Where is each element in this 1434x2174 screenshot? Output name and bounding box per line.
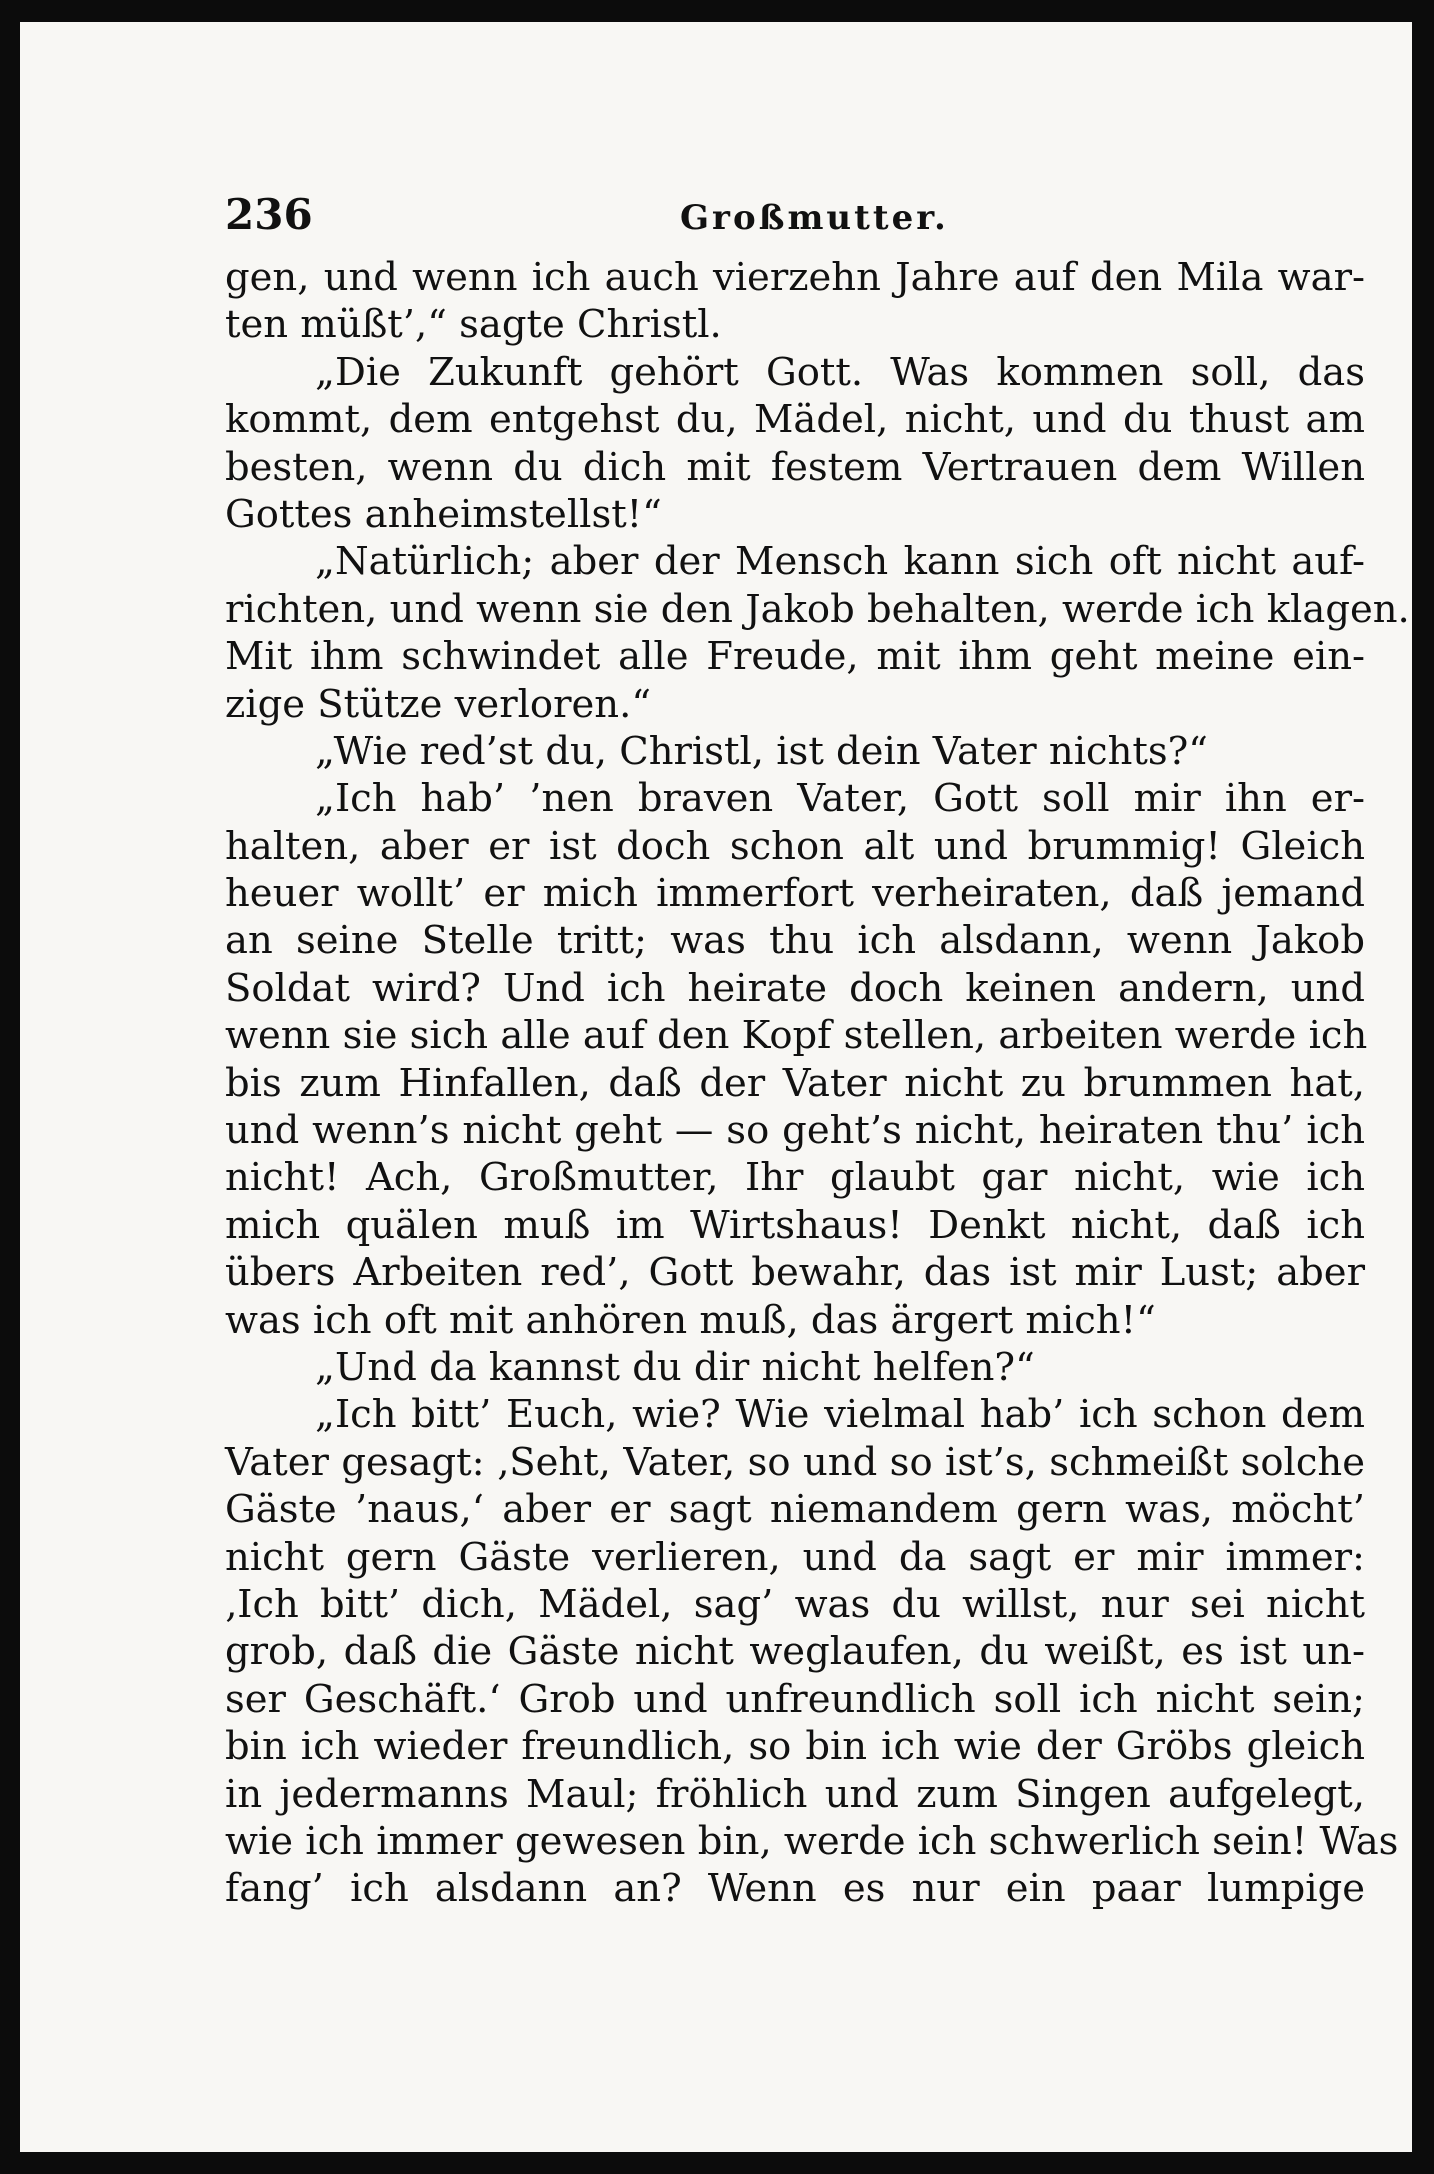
text-line: in jedermanns Maul; fröhlich und zum Singen aufgelegt,	[225, 1771, 1365, 1817]
text-line: mich quälen muß im Wirtshaus! Denkt nicht, daß ich	[225, 1202, 1365, 1248]
text-line: an seine Stelle tritt; was thu ich alsdann, wenn Jakob	[225, 918, 1365, 964]
body-text	[225, 254, 1410, 1913]
text-line: fang’ ich alsdann an? Wenn es nur ein paar lumpige	[225, 1866, 1365, 1912]
text-line: Gottes anheimstellst!“	[225, 491, 662, 537]
page-header	[225, 190, 1365, 250]
text-line: nicht! Ach, Großmutter, Ihr glaubt gar nicht, wie ich	[225, 1155, 1365, 1201]
text-line: nicht gern Gäste verlieren, und da sagt er mir immer:	[225, 1534, 1365, 1580]
text-line: Vater gesagt: ‚Seht, Vater, so und so ist’s, schmeißt solche	[225, 1439, 1365, 1485]
text-line: was ich oft mit anhören muß, das ärgert mich!“	[225, 1297, 1156, 1343]
text-line: ser Geschäft.‘ Grob und unfreundlich soll ich nicht sein;	[225, 1676, 1365, 1722]
text-line: und wenn’s nicht geht — so geht’s nicht, heiraten thu’ ich	[225, 1108, 1365, 1154]
text-line: „Die Zukunft gehört Gott. Was kommen soll, das	[315, 349, 1365, 395]
text-line: gen, und wenn ich auch vierzehn Jahre auf den Mila war-	[225, 255, 1365, 300]
text-line: bis zum Hinfallen, daß der Vater nicht zu brummen hat,	[225, 1060, 1365, 1106]
text-line: „Ich bitt’ Euch, wie? Wie vielmal hab’ ich schon dem	[315, 1392, 1365, 1438]
text-line: Mit ihm schwindet alle Freude, mit ihm geht meine ein-	[225, 634, 1365, 680]
text-line: „Ich hab’ ’nen braven Vater, Gott soll mir ihn er-	[315, 776, 1365, 822]
text-line: halten, aber er ist doch schon alt und brummig! Gleich	[225, 823, 1365, 869]
text-line: „Natürlich; aber der Mensch kann sich oft nicht auf-	[315, 539, 1365, 585]
text-line: ten müßt’,“ sagte Christl.	[225, 302, 722, 348]
page-number: 236	[225, 190, 313, 239]
text-line: „Und da kannst du dir nicht helfen?“	[315, 1344, 1035, 1390]
text-line: richten, und wenn sie den Jakob behalten, werde ich klagen.	[225, 586, 1410, 632]
text-line: kommt, dem entgehst du, Mädel, nicht, und du thust am	[225, 397, 1365, 443]
running-head: Großmutter.	[680, 198, 949, 238]
text-line: zige Stütze verloren.“	[225, 681, 652, 727]
book-page	[20, 22, 1412, 2152]
text-line: bin ich wieder freundlich, so bin ich wie der Gröbs gleich	[225, 1724, 1365, 1770]
text-line: grob, daß die Gäste nicht weglaufen, du weißt, es ist un-	[225, 1629, 1365, 1675]
text-line: Soldat wird? Und ich heirate doch keinen andern, und	[225, 965, 1365, 1011]
text-line: ‚Ich bitt’ dich, Mädel, sag’ was du willst, nur sei nicht	[225, 1581, 1365, 1627]
text-line: Gäste ’naus,‘ aber er sagt niemandem gern was, möcht’	[225, 1487, 1365, 1533]
text-line: wenn sie sich alle auf den Kopf stellen, arbeiten werde ich	[225, 1013, 1368, 1059]
text-line: wie ich immer gewesen bin, werde ich schwerlich sein! Was	[225, 1818, 1399, 1864]
text-line: „Wie red’st du, Christl, ist dein Vater nichts?“	[315, 728, 1208, 774]
text-line: übers Arbeiten red’, Gott bewahr, das ist mir Lust; aber	[225, 1250, 1365, 1296]
text-line: heuer wollt’ er mich immerfort verheiraten, daß jemand	[225, 871, 1365, 917]
text-line: besten, wenn du dich mit festem Vertrauen dem Willen	[225, 444, 1365, 490]
